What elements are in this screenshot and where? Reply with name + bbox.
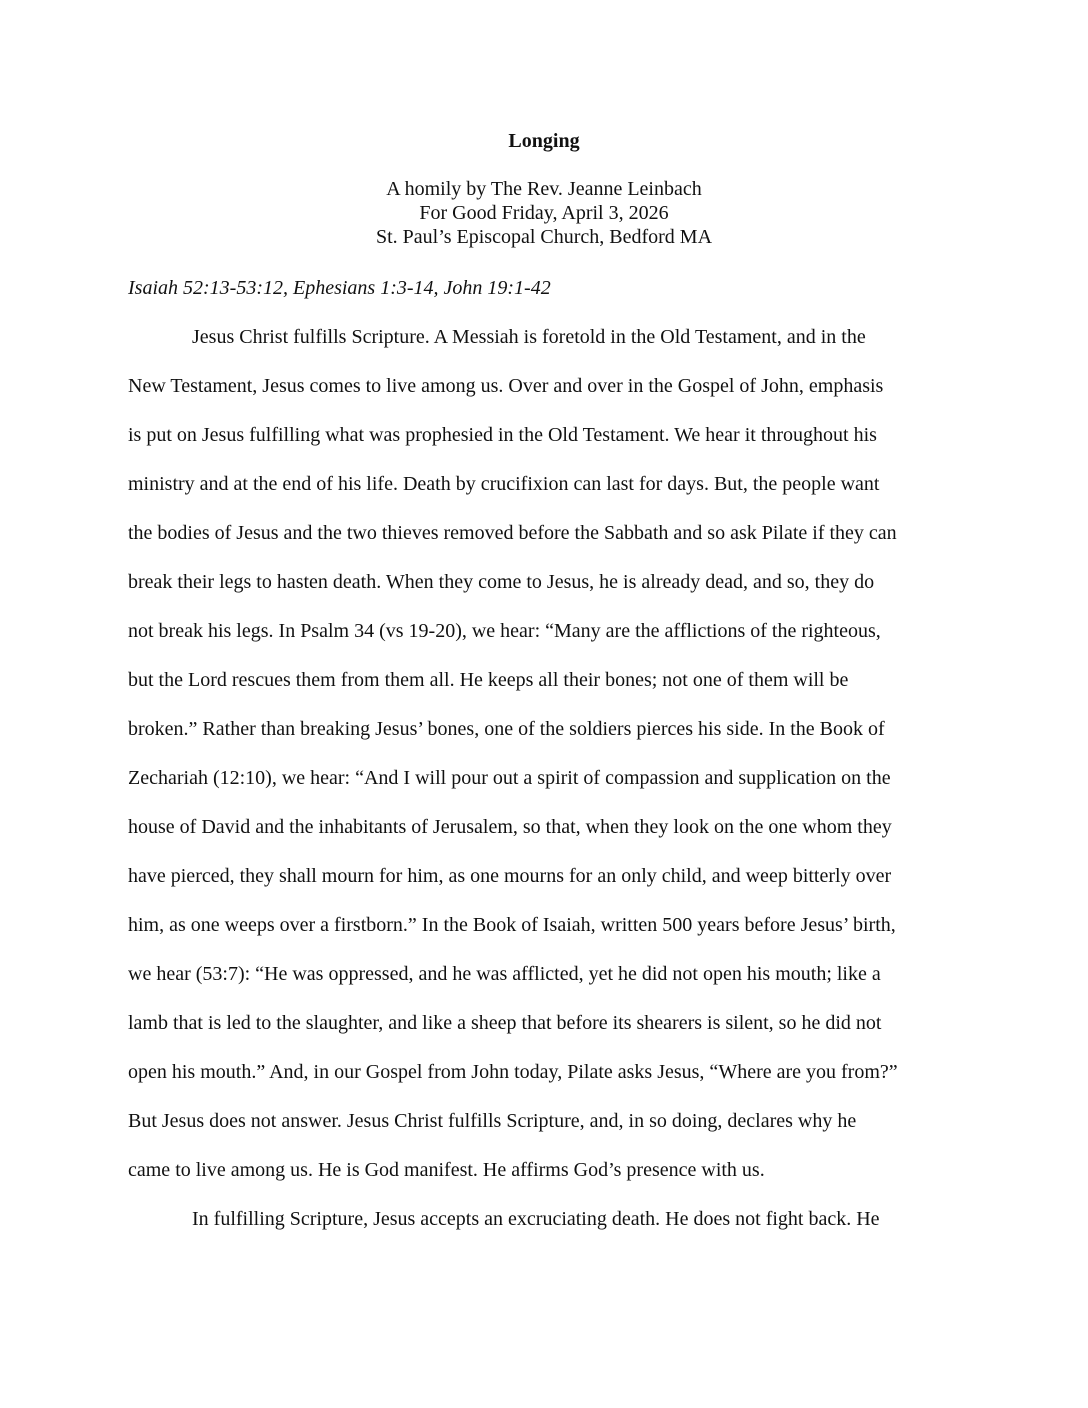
body-line: him, as one weeps over a firstborn.” In the Book of Isaiah, written 500 years before Jesus’ birth, bbox=[128, 914, 896, 936]
document-title: Longing bbox=[508, 130, 580, 152]
body-line: Zechariah (12:10), we hear: “And I will pour out a spirit of compassion and supplication on the bbox=[128, 767, 891, 789]
body-line: In fulfilling Scripture, Jesus accepts an excruciating death. He does not fight back. He bbox=[192, 1208, 880, 1230]
body-line: open his mouth.” And, in our Gospel from John today, Pilate asks Jesus, “Where are you from?” bbox=[128, 1061, 898, 1083]
body-line: have pierced, they shall mourn for him, as one mourns for an only child, and weep bitterly over bbox=[128, 865, 892, 887]
body-line: broken.” Rather than breaking Jesus’ bones, one of the soldiers pierces his side. In the Book of bbox=[128, 718, 885, 740]
body-line: the bodies of Jesus and the two thieves removed before the Sabbath and so ask Pilate if they can bbox=[128, 522, 897, 544]
body-line: came to live among us. He is God manifest. He affirms God’s presence with us. bbox=[128, 1159, 765, 1181]
body-line: Jesus Christ fulfills Scripture. A Messiah is foretold in the Old Testament, and in the bbox=[192, 326, 866, 348]
scripture-readings: Isaiah 52:13-53:12, Ephesians 1:3-14, John 19:1-42 bbox=[128, 277, 551, 299]
church-name: St. Paul’s Episcopal Church, Bedford MA bbox=[375, 226, 713, 248]
body-line: is put on Jesus fulfilling what was prophesied in the Old Testament. We hear it throughout his bbox=[128, 424, 877, 446]
body-line: lamb that is led to the slaughter, and like a sheep that before its shearers is silent, so he did not bbox=[128, 1012, 882, 1034]
body-line: New Testament, Jesus comes to live among us. Over and over in the Gospel of John, emphasis bbox=[128, 375, 884, 397]
body-line: ministry and at the end of his life. Death by crucifixion can last for days. But, the people want bbox=[128, 473, 880, 495]
body-line: house of David and the inhabitants of Jerusalem, so that, when they look on the one whom they bbox=[128, 816, 892, 838]
body-line: break their legs to hasten death. When they come to Jesus, he is already dead, and so, they do bbox=[128, 571, 875, 593]
body-line: but the Lord rescues them from them all. He keeps all their bones; not one of them will be bbox=[128, 669, 849, 691]
occasion: For Good Friday, April 3, 2026 bbox=[419, 202, 669, 224]
body-line: But Jesus does not answer. Jesus Christ fulfills Scripture, and, in so doing, declares why he bbox=[128, 1110, 857, 1132]
byline: A homily by The Rev. Jeanne Leinbach bbox=[386, 178, 702, 200]
body-line: we hear (53:7): “He was oppressed, and he was afflicted, yet he did not open his mouth; like a bbox=[128, 963, 881, 985]
body-line: not break his legs. In Psalm 34 (vs 19-20), we hear: “Many are the afflictions of the righteous, bbox=[128, 620, 881, 642]
